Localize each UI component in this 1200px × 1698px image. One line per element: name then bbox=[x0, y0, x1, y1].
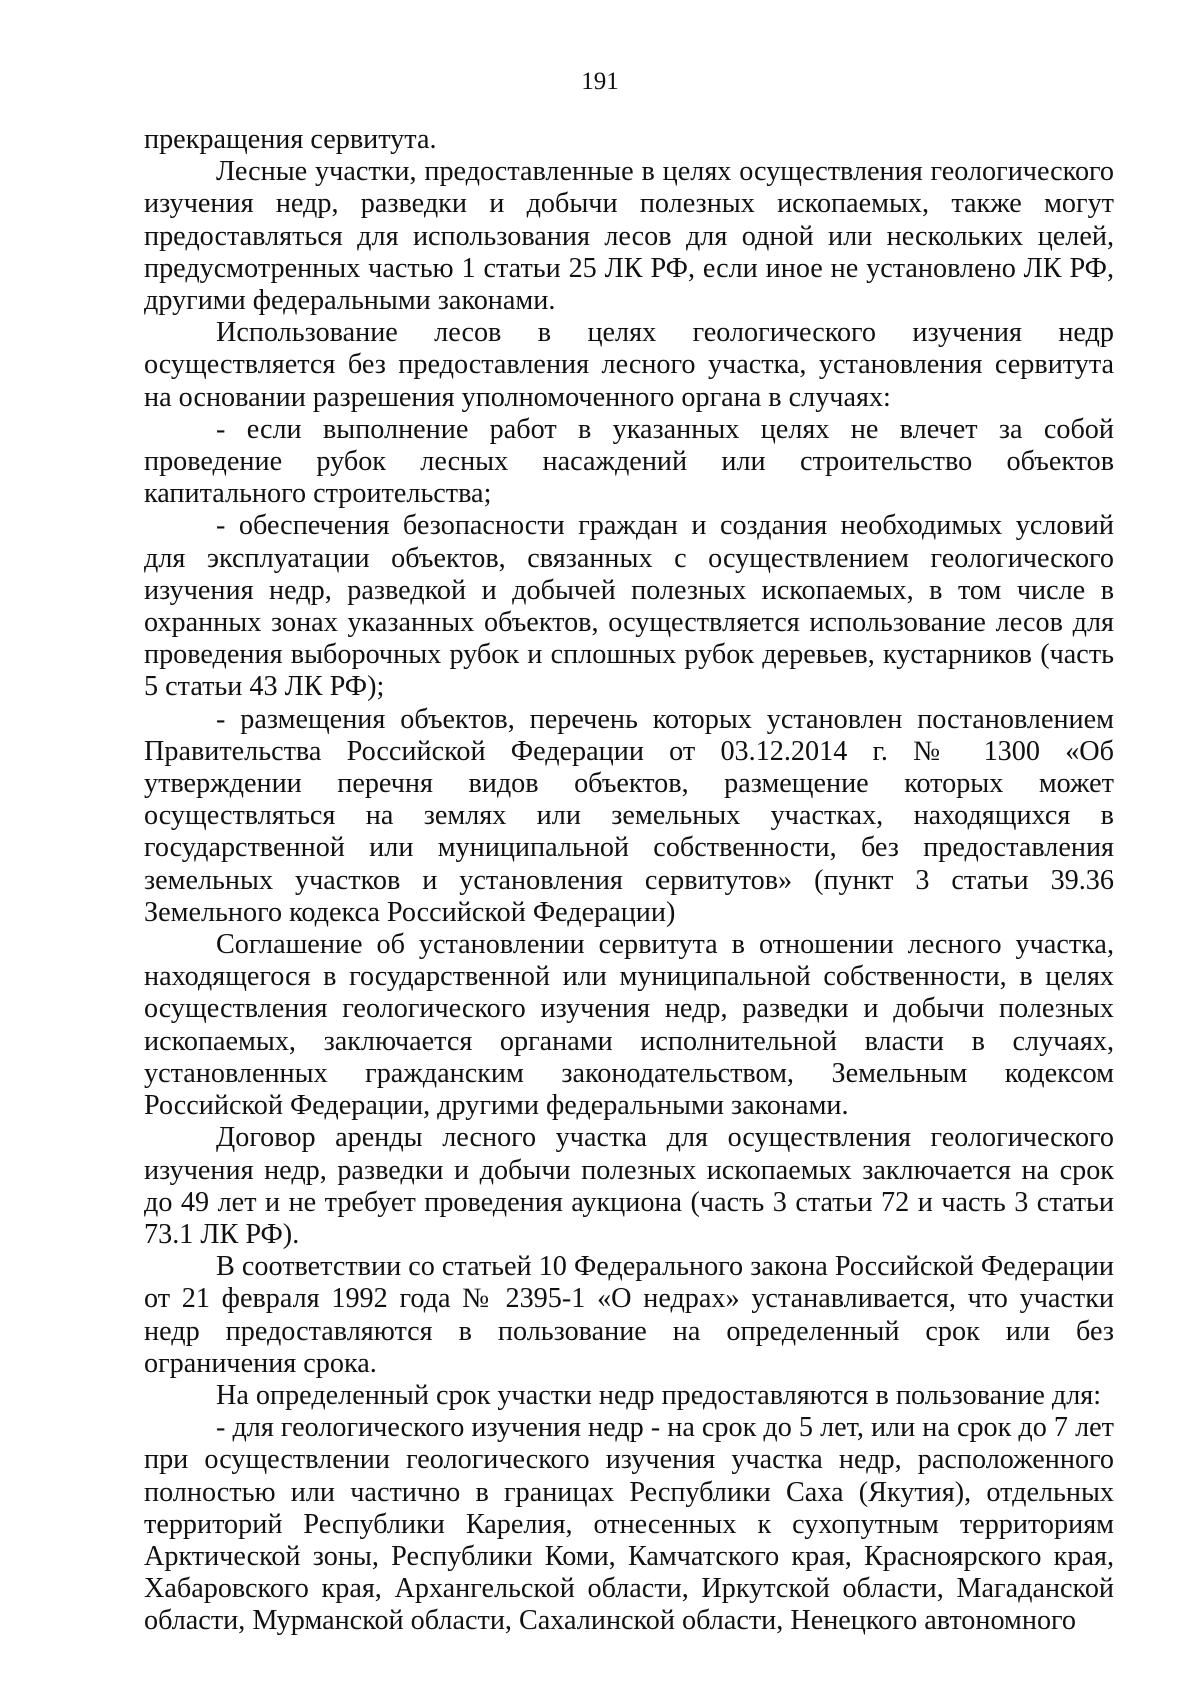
list-item-safety: - обеспечения безопасности граждан и создания необходимых условий для эксплуатации объектов, связанных с осуществлением геологического изучения недр, разведкой и добычей полезных ископаемых, в том числе в охранных зонах указанных объектов, осуществляется использование лесов для проведения выборочных рубок и сплошных рубок деревьев, кустарников (часть 5 статьи 43 ЛК РФ); bbox=[144, 510, 1114, 703]
paragraph-lease-agreement: Договор аренды лесного участка для осуществления геологического изучения недр, разведки и добычи полезных ископаемых заключается на срок до 49 лет и не требует проведения аукциона (часть 3 статьи 72 и часть 3 статьи 73.1 ЛК РФ). bbox=[144, 1122, 1114, 1250]
paragraph-subsoil-law: В соответствии со статьей 10 Федерального закона Российской Федерации от 21 февраля 1992 года № 2395-1 «О недрах» устанавливается, что участки недр предоставляются в пользование на определенный срок или без ограничения срока. bbox=[144, 1251, 1114, 1379]
paragraph-fixed-term: На определенный срок участки недр предоставляются в пользование для: bbox=[216, 1379, 1102, 1411]
paragraph-forest-plots: Лесные участки, предоставленные в целях осуществления геологического изучения недр, разведки и добычи полезных ископаемых, также могут предоставляться для использования лесов для одной или нескольких целей, предусмотренных частью 1 статьи 25 ЛК РФ, если иное не установлено ЛК РФ, другими федеральными законами. bbox=[144, 156, 1114, 317]
paragraph-servitude-end: прекращения сервитута. bbox=[144, 124, 437, 155]
list-item-no-felling: - если выполнение работ в указанных целях не влечет за собой проведение рубок лесных насаждений или строительство объектов капитального строительства; bbox=[144, 413, 1114, 510]
list-item-geological-study: - для геологического изучения недр - на срок до 5 лет, или на срок до 7 лет при осуществлении геологического изучения участка недр, расположенного полностью или частично в границах Республики Саха (Якутия), отдельных территорий Республики Карелия, отнесенных к сухопутным территориям Арктической зоны, Республики Коми, Камчатского края, Красноярского края, Хабаровского края, Архангельской области, Иркутской области, Магаданской области, Мурманской области, Сахалинской области, Ненецкого автономного bbox=[144, 1412, 1114, 1637]
page-number: 191 bbox=[581, 68, 619, 95]
document-body bbox=[144, 124, 1114, 1638]
list-item-placement: - размещения объектов, перечень которых установлен постановлением Правительства Российской Федерации от 03.12.2014 г. № 1300 «Об утверждении перечня видов объектов, размещение которых может осуществляться на землях или земельных участках, находящихся в государственной или муниципальной собственности, без предоставления земельных участков и установления сервитутов» (пункт 3 статьи 39.36 Земельного кодекса Российской Федерации) bbox=[144, 703, 1114, 928]
paragraph-servitude-agreement: Соглашение об установлении сервитута в отношении лесного участка, находящегося в государственной или муниципальной собственности, в целях осуществления геологического изучения недр, разведки и добычи полезных ископаемых, заключается органами исполнительной власти в случаях, установленных гражданским законодательством, Земельным кодексом Российской Федерации, другими федеральными законами. bbox=[144, 929, 1114, 1122]
paragraph-forest-use-geology: Использование лесов в целях геологического изучения недр осуществляется без предоставления лесного участка, установления сервитута на основании разрешения уполномоченного органа в случаях: bbox=[144, 317, 1114, 413]
